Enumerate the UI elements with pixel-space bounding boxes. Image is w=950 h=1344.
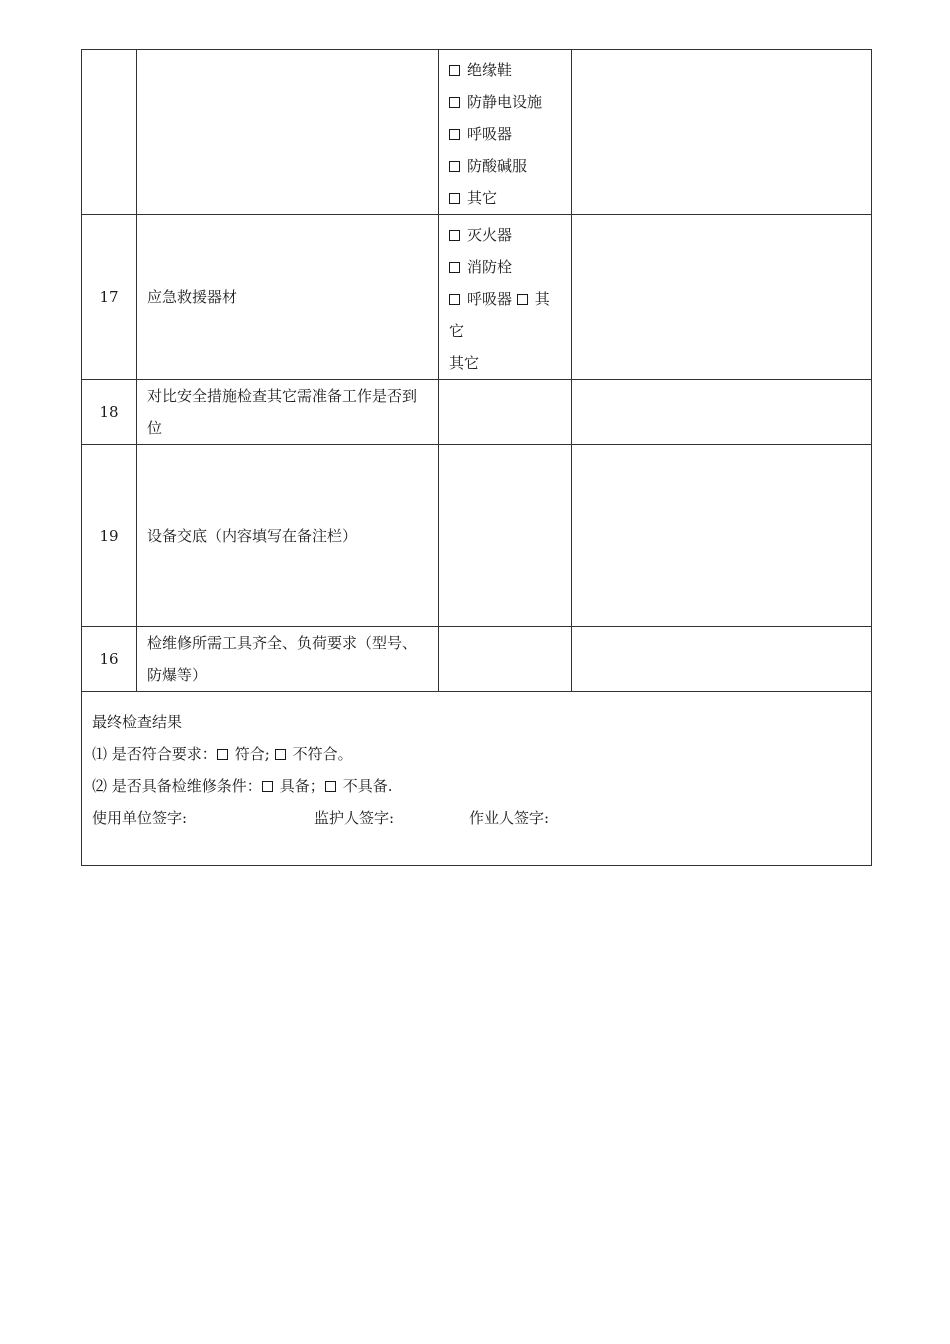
row-item [137,50,439,215]
row-options[interactable] [439,627,572,692]
option: 防酸碱服 [449,150,563,182]
table-row [82,215,872,380]
row-item: 应急救援器材 [137,215,439,380]
row-number: 17 [82,215,137,380]
final-question-2: ⑵ 是否具备检维修条件： 具备； 不具备. [92,777,393,795]
row-item: 设备交底（内容填写在备注栏） [137,445,439,627]
final-result-title: 最终检查结果 [92,713,183,731]
row-options[interactable] [439,445,572,627]
checkbox-icon[interactable] [517,294,528,305]
checkbox-icon[interactable] [449,161,460,172]
row-note[interactable] [572,215,872,380]
option: 消防栓 [449,251,563,283]
row-note[interactable] [572,627,872,692]
checkbox-icon[interactable] [449,230,460,241]
table-row [82,627,872,692]
table-row [82,445,872,627]
row-options [439,215,572,380]
signature-line [92,802,861,834]
checkbox-icon[interactable] [275,749,286,760]
signature-unit[interactable]: 使用单位签字: [92,809,188,827]
final-result-row [82,692,872,866]
final-question-1: ⑴ 是否符合要求： 符合; 不符合。 [92,745,353,763]
checkbox-icon[interactable] [449,129,460,140]
row-number: 16 [82,627,137,692]
row-options[interactable] [439,380,572,445]
checkbox-icon[interactable] [449,97,460,108]
row-number: 19 [82,445,137,627]
option: 灭火器 [449,219,563,251]
option: 呼吸器 [449,118,563,150]
option: 呼吸器 其 [449,283,563,315]
row-item: 检维修所需工具齐全、负荷要求（型号、防爆等） [137,627,439,692]
option: 绝缘鞋 [449,54,563,86]
row-note[interactable] [572,445,872,627]
final-result-cell [82,692,872,866]
option: 防静电设施 [449,86,563,118]
row-options [439,50,572,215]
option: 其它 [449,182,563,214]
signature-worker[interactable]: 作业人签字: [469,809,550,827]
row-note[interactable] [572,380,872,445]
inspection-table [81,49,872,866]
checkbox-icon[interactable] [449,193,460,204]
row-number [82,50,137,215]
checkbox-icon[interactable] [449,65,460,76]
checkbox-icon[interactable] [449,294,460,305]
option-wrap: 它 [449,322,465,340]
option-extra: 其它 [449,354,480,372]
signature-guardian[interactable]: 监护人签字: [314,809,395,827]
checkbox-icon[interactable] [217,749,228,760]
row-number: 18 [82,380,137,445]
checkbox-icon[interactable] [262,781,273,792]
row-note[interactable] [572,50,872,215]
checkbox-icon[interactable] [325,781,336,792]
table-row [82,50,872,215]
row-item: 对比安全措施检查其它需准备工作是否到位 [137,380,439,445]
table-row [82,380,872,445]
checkbox-icon[interactable] [449,262,460,273]
